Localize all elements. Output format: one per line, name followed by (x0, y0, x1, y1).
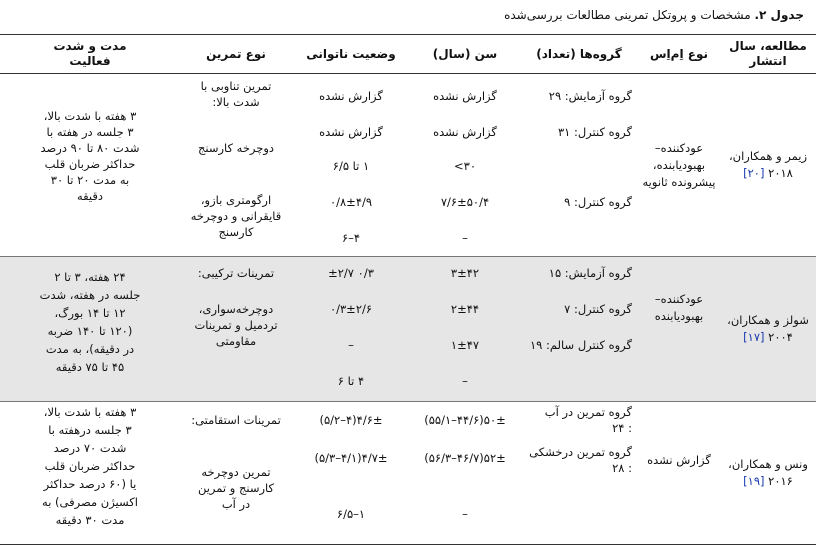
duration-line: مدت ۳۰ دقیقه (55, 513, 125, 527)
study-year: ۲۰۱۶ (768, 474, 793, 488)
duration-line: جلسه در هفته، شدت (39, 288, 141, 302)
exercise-line: تردمیل و تمرینات (194, 318, 278, 332)
study-name: شولز و همکاران، (727, 313, 809, 327)
group-entry: گروه آزمایش: ۲۹ (548, 89, 632, 103)
study-year: ۲۰۱۸ (768, 166, 793, 180)
header-disability: وضعیت ناتوانی (292, 35, 410, 74)
disability-value: ۴/۷±(۴/۱–۵/۳) (314, 451, 388, 465)
exercise-line: در آب (221, 497, 251, 511)
header-duration (0, 35, 180, 74)
age-value: <۳۰ (454, 159, 476, 173)
cell-duration (0, 402, 180, 545)
duration-line: اکسیژن مصرفی) به (42, 495, 138, 509)
group-entry: : ۲۴ (612, 421, 632, 435)
cell-age (410, 257, 520, 402)
duration-line: شدت ۸۰ تا ۹۰ درصد (40, 141, 140, 155)
duration-line: ۳ هفته با شدت بالا، (43, 405, 137, 419)
reference-link[interactable]: [۱۹] (743, 474, 765, 488)
table-caption (504, 8, 804, 22)
disability-value: ۴ تا ۶ (337, 374, 365, 388)
header-study: مطالعه، سال انتشار (720, 35, 816, 74)
cell-age (410, 74, 520, 257)
cell-exercise (180, 257, 292, 402)
cell-duration (0, 257, 180, 402)
cell-disability (292, 402, 410, 545)
group-entry: : ۲۸ (612, 461, 632, 475)
header-groups: گروه‌ها (تعداد) (520, 35, 638, 74)
disability-value: ۰/۳ ±۲/۷ (328, 266, 374, 280)
table-row (0, 257, 816, 402)
exercise-line: کارسنج و تمرین (197, 481, 275, 495)
cell-study (720, 402, 816, 545)
disability-value: ۱ تا ۶/۵ (332, 159, 370, 173)
exercise-line: تمرینات ترکیبی: (197, 266, 275, 280)
table-header-row (0, 35, 816, 74)
duration-line: (۱۲۰ تا ۱۴۰ ضربه (47, 324, 133, 338)
study-name: زیمر و همکاران، (728, 149, 808, 163)
exercise-line: مقاومتی (215, 334, 257, 348)
header-ms-type: نوع اِم‌اِس (638, 35, 720, 74)
group-entry: گروه کنترل: ۳۱ (557, 125, 632, 139)
caption-text: مشخصات و پروتکل تمرینی مطالعات بررسی‌شده (504, 8, 751, 22)
cell-groups (520, 257, 638, 402)
disability-value: گزارش نشده (319, 125, 383, 139)
ms-type-line: گزارش نشده (647, 453, 711, 467)
table-row (0, 402, 816, 545)
age-value: – (462, 374, 468, 388)
age-value: ۱±۴۷ (450, 338, 480, 352)
duration-line: به مدت ۲۰ تا ۳۰ (50, 173, 130, 187)
group-entry: گروه کنترل: ۷ (564, 302, 632, 316)
disability-value: ۱–۶/۵ (336, 507, 366, 521)
cell-ms-type (638, 257, 720, 402)
exercise-line: تمرینات استقامتی: (191, 413, 281, 427)
reference-link[interactable]: [۱۷] (743, 330, 765, 344)
ms-type-line: بهبودیابنده، (652, 157, 706, 172)
ms-type-line: عودکننده– (654, 292, 704, 306)
group-entry: گروه تمرین درخشکی (529, 445, 632, 459)
study-name: ونس و همکاران، (728, 457, 808, 471)
reference-link[interactable]: [۲۰] (743, 166, 765, 180)
group-entry: گروه کنترل: ۹ (564, 195, 632, 209)
ms-type-line: بهبودیابنده (654, 309, 704, 323)
disability-value: ۴/۶±(۴–۵/۲) (319, 413, 383, 427)
disability-value: ۰/۳±۲/۶ (329, 302, 373, 316)
duration-line: ۳ جلسه درهفته با (48, 423, 132, 437)
ms-type-line: عودکننده– (654, 140, 704, 155)
duration-line: شدت ۷۰ درصد (53, 441, 127, 455)
cell-disability (292, 74, 410, 257)
group-entry: گروه آزمایش: ۱۵ (548, 266, 632, 280)
exercise-line: تمرین تناوبی با (200, 79, 272, 93)
age-value: گزارش نشده (433, 125, 497, 139)
exercise-line: دوچرخه کارسنج (197, 141, 275, 155)
duration-line: یا (۶۰ درصد حداکثر (43, 477, 137, 491)
age-value: ۳±۴۲ (450, 266, 480, 280)
duration-line: ۳ جلسه در هفته با (46, 125, 134, 139)
age-value: – (462, 507, 468, 521)
duration-line: ۱۲ تا ۱۴ بورگ، (54, 306, 126, 320)
studies-table (0, 34, 816, 545)
cell-exercise (180, 74, 292, 257)
cell-disability (292, 257, 410, 402)
exercise-line: شدت بالا: (212, 95, 260, 109)
age-value: ۷/۶±۵۰/۴ (440, 195, 490, 209)
cell-duration (0, 74, 180, 257)
disability-value: گزارش نشده (319, 89, 383, 103)
group-entry: گروه تمرین در آب (544, 405, 632, 419)
duration-line: ۳ هفته با شدت بالا، (43, 109, 137, 123)
age-value: ۵۲±(۴۶/۷–۵۶/۳) (424, 451, 506, 465)
cell-ms-type (638, 402, 720, 545)
caption-label: جدول ۲. (754, 8, 804, 22)
cell-age (410, 402, 520, 545)
exercise-line: دوچرخه‌سواری، (198, 302, 274, 316)
group-entry: گروه کنترل سالم: ۱۹ (529, 338, 632, 352)
age-value: ۲±۴۴ (450, 302, 480, 316)
cell-study (720, 257, 816, 402)
duration-line: ۲۴ هفته، ۳ تا ۲ (54, 270, 126, 284)
cell-exercise (180, 402, 292, 545)
duration-line: حداکثر ضربان قلب (44, 157, 136, 171)
cell-ms-type (638, 74, 720, 257)
disability-value: – (348, 338, 354, 352)
duration-line: حداکثر ضربان قلب (44, 459, 136, 473)
exercise-line: ارگومتری بازو، (200, 193, 272, 207)
duration-line: در دقیقه)، به مدت (45, 342, 135, 356)
cell-groups (520, 402, 638, 545)
exercise-line: قایقرانی و دوچرخه (190, 209, 282, 223)
header-age: سن (سال) (410, 35, 520, 74)
ms-type-line: پیشرونده ثانویه (642, 174, 716, 189)
header-duration-line-2: فعالیت (69, 54, 111, 68)
age-value: ۵۰±(۴۴/۶–۵۵/۱) (424, 413, 506, 427)
cell-groups (520, 74, 638, 257)
disability-value: ۴–۶ (341, 231, 361, 245)
header-duration-line-1: مدت و شدت (53, 39, 127, 53)
exercise-line: تمرین دوچرخه (201, 465, 271, 479)
exercise-line: کارسنج (218, 225, 254, 239)
age-value: – (462, 231, 468, 245)
duration-line: دقیقه (76, 189, 104, 203)
header-exercise: نوع تمرین (180, 35, 292, 74)
table-row (0, 74, 816, 257)
duration-line: ۴۵ تا ۷۵ دقیقه (55, 360, 125, 374)
cell-study (720, 74, 816, 257)
disability-value: ۰/۸±۴/۹ (329, 195, 373, 209)
age-value: گزارش نشده (433, 89, 497, 103)
study-year: ۲۰۰۴ (768, 330, 793, 344)
